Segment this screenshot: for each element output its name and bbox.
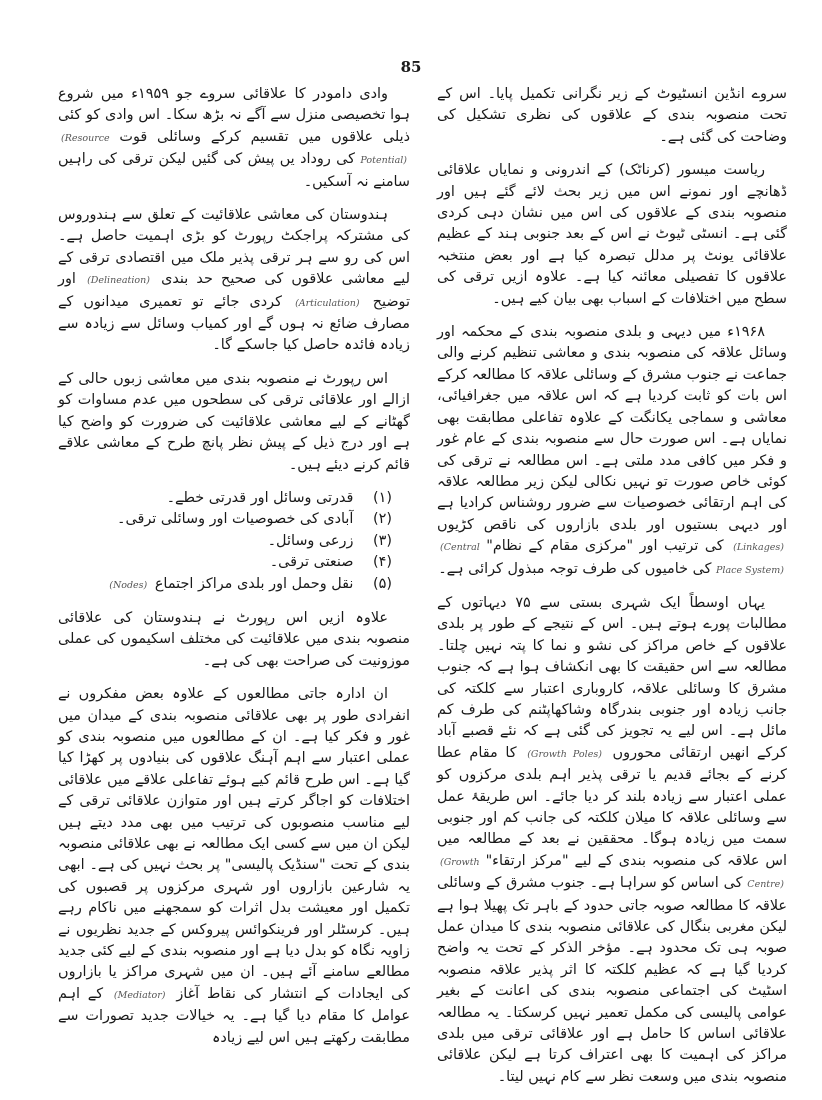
paragraph-text: کے اہم عوامل کا مقام دیا گیا ہے۔ یہ خیالات جدید تصورات سے مطابقت رکھتے ہیں اس لیے زیادہ	[58, 985, 410, 1046]
list-text: نقل وحمل اور بلدی مراکز اجتماع	[154, 575, 354, 592]
english-gloss: (Nodes)	[109, 579, 148, 591]
english-gloss: (Mediator)	[113, 989, 166, 1001]
page-number: 85	[400, 58, 422, 76]
paragraph-text: کی خامیوں کی طرف توجہ مبذول کرائی ہے۔	[438, 560, 712, 577]
paragraph-text: اور توضیح	[58, 271, 410, 310]
list-item	[58, 509, 392, 530]
list-item	[58, 531, 392, 552]
paragraph-text: ۱۹۶۸ء میں دیہی و بلدی منصوبہ بندی کے محکمہ اور وسائل علاقہ کی منصوبہ بندی و معاشی تنظیم کرنے والی جماعت نے جنوب مشرق کے وسائلی علاقہ کا مطالعہ کرکے اس بات کو ثابت کردیا ہے کہ اس علاقہ میں جغرافیائی، معاشی و سماجی یکانگت کے علاوہ تفاعلی مطابقت بھی نمایاں ہے۔ اس صورت حال سے منصوبہ بندی کے عام غور و فکر میں کافی مدد ملتی ہے۔ اس مطالعہ نے ترقی کی کوئی خاص صورت تو نہیں نکالی لیکن زیر مطالعہ علاقہ کی اہم ارتقائی خصوصیات سے ضرور روشناس کرادیا ہے اور دیہی بستیوں اور بلدی بازاروں کی ناقص کڑیوں	[437, 324, 787, 533]
list-number: (۲)	[373, 511, 392, 528]
right-column	[437, 84, 787, 1100]
english-gloss: (Growth Centre)	[440, 856, 784, 891]
paragraph	[437, 84, 787, 148]
english-gloss: (Linkages)	[733, 542, 785, 554]
paragraph	[58, 205, 410, 357]
list-item	[58, 574, 392, 596]
english-gloss: (Resource Potential)	[61, 132, 407, 167]
list-text: قدرتی وسائل اور قدرتی خطے۔	[166, 489, 354, 506]
paragraph-text: ریاست میسور (کرناٹک) کے اندرونی و نمایاں علاقائی ڈھانچے اور نمونے اس میں زیر بحث لائے گئے ہیں اور منصوبہ بندی کے علاقوں کی اس میں نشان دہی کردی گئی ہے۔ انسٹی ٹیوٹ نے اس کے بعد جنوبی ہند کے عظیم علاقائی یونٹ پر مدلل تبصرہ کیا ہے اور بعض منتخبہ علاقوں کا تفصیلی معائنہ کیا ہے۔ علاوہ ازیں ترقی کی سطح میں اختلافات کے اسباب بھی بیان کیے ہیں۔	[437, 162, 787, 307]
paragraph	[437, 322, 787, 581]
list-number: (۵)	[373, 575, 392, 592]
list-number: (۳)	[373, 532, 392, 549]
paragraph-text: سروے انڈین انسٹیوٹ کے زیر نگرانی تکمیل پایا۔ اس کے تحت منصوبہ بندی کے علاقوں کی نظری تشکیل کی وضاحت کی گئی ہے۔	[437, 86, 787, 145]
english-gloss: (Articulation)	[295, 297, 360, 309]
list-item	[58, 552, 392, 573]
paragraph-text: علاوہ ازیں اس رپورٹ نے ہندوستان کی علاقائی منصوبہ بندی میں علاقائیت کی مختلف اسکیموں کی عملی موزونیت کی صراحت بھی کی ہے۔	[58, 609, 410, 669]
paragraph-text: کی روداد یں پیش کی گئیں لیکن ترقی کی راہیں سامنے نہ آسکیں۔	[58, 151, 410, 190]
left-column	[58, 84, 410, 1061]
paragraph-text: اس رپورٹ نے منصوبہ بندی میں معاشی زبوں حالی کے ازالے اور علاقائی ترقی کی سطحوں میں عدم مساوات کو گھٹانے کے لیے معاشی علاقائیت کی ضرورت کو واضح کیا ہے اور درج ذیل کے پیش نظر پانچ طرح کے معاشی علاقے قائم کرنے دیئے ہیں۔	[58, 370, 410, 473]
paragraph-text: ان ادارہ جاتی مطالعوں کے علاوہ بعض مفکروں نے انفرادی طور پر بھی علاقائی منصوبہ بندی کے میدان میں غور و فکر کیا ہے۔ ان کے مطالعوں میں منصوبہ بندی کو عملی اعتبار سے اہم آہنگ علاقوں کی بنیادوں پر کھڑا کیا گیا ہے۔ اس طرح قائم کیے ہوئے تفاعلی علاقے میں علاقائی اختلافات کو اجاگر کرتے ہیں اور متوازن علاقائی ترقی کے لیے مناسب منصوبوں کی ترتیب میں بھی مدد دیتے ہیں لیکن ان میں سے کسی ایک مطالعہ نے بھی علاقائی منصوبہ بندی کے تحت "سنڈیک پالیسی" پر بحث نہیں کی ہے۔ ابھی یہ شارعین بازاروں اور شہری مرکزوں پر قصبوں کی تکمیل اور معیشت بدل اثرات کو سمجھنے میں ناکام رہے ہیں۔ کرسٹلر اور فرینکوائس پیروکس کے جدید نظریوں نے زاویہ نگاہ کو بدل دیا ہے اور منصوبہ بندی کے لیے کئی جدید مطالعے سامنے آئے ہیں۔ ان میں شہری مراکز یا بازاروں کی ایجادات کے انتشار کی نقاط آغاز	[58, 686, 411, 1002]
paragraph	[437, 593, 787, 1088]
paragraph-text: کی اساس کو سراہا ہے۔ جنوب مشرق کے وسائلی علاقہ کا مطالعہ صوبہ جاتی حدود کے باہر تک پھیلا ہوا ہے لیکن مغربی بنگال کی علاقائی منصوبہ بندی کا میدان عمل صوبہ ہی تک محدود ہے۔ مؤخر الذکر کے تحت یہ واضح کردیا گیا ہے کہ عظیم کلکتہ کا اثر پذیر علاقہ منصوبہ اسٹیٹ کی اجتماعی منصوبہ بندی کی اعانت کے بغیر عوامی پالیسی کی مکمل تعمیر نہیں کرسکتا۔ یہ مطالعہ علاقائی اساس کا حامل ہے اور علاقائی ترقی میں بلدی مراکز کی اہمیت کا بھی اعتراف کرتا ہے لیکن علاقائی منصوبہ بندی میں وسعت نظر سے کام نہیں لیتا۔	[437, 875, 787, 1085]
english-gloss: (Growth Poles)	[527, 748, 602, 760]
paragraph	[58, 369, 410, 476]
list-text: صنعتی ترقی۔	[269, 554, 354, 571]
paragraph-text: کردی جائے تو تعمیری میدانوں کے مصارف ضائع نہ ہوں گے اور کمیاب وسائل سے زیادہ سے زیادہ فائدہ حاصل کیا جاسکے گا۔	[58, 293, 410, 354]
paragraph-text: کا مقام عطا کرنے کے بجائے قدیم یا ترقی پذیر اہم بلدی مرکزوں کو عملی اعتبار سے زیادہ بلند کر دیا جائے۔ اس طریقۂ عمل سے وسائلی علاقہ کا میلان کلکتہ کی جانب کم اور جنوبی سمت میں زیادہ ہوگا۔ محققین نے بعد کے مطالعہ میں اس علاقہ کی منصوبہ بندی کے لیے "مرکز ارتقاء"	[437, 744, 787, 869]
list-text: آبادی کی خصوصیات اور وسائلی ترقی۔	[117, 511, 354, 528]
list-number: (۱)	[373, 489, 392, 506]
paragraph-text: ہندوستان کی معاشی علاقائیت کے تعلق سے ہندوروس کی مشترکہ پراجکٹ رپورٹ کو بڑی اہمیت حاصل ہے۔ اس کی رو سے ہر ترقی پذیر ملک میں اقتصادی ترقی کے لیے معاشی علاقوں کی صحیح حد بندی	[58, 207, 410, 288]
list-number: (۴)	[373, 554, 392, 571]
paragraph	[58, 84, 410, 193]
paragraph-text: وادی دامودر کا علاقائی سروے جو ۱۹۵۹ء میں شروع ہوا تخصیصی منزل سے آگے نہ بڑھ سکا۔ اس وادی کو کئی ذیلی علاقوں میں تقسیم کرکے وسائلی قوت	[58, 86, 411, 145]
paragraph	[437, 160, 787, 310]
list-item	[58, 488, 392, 509]
paragraph	[58, 608, 410, 672]
paragraph-text: کی ترتیب اور "مرکزی مقام کے نظام"	[486, 538, 724, 555]
english-gloss: (Delineation)	[87, 275, 150, 287]
paragraph	[58, 684, 410, 1049]
list-text: زرعی وسائل۔	[267, 532, 354, 549]
english-gloss: (Central Place System)	[440, 542, 784, 576]
paragraph-text: یہاں اوسطاً ایک شہری بستی سے ۷۵ دیہاتوں کے مطالبات پورے ہوتے ہیں۔ اس کے نتیجے کے طور پر بلدی علاقوں کے خاص مراکز کی نشو و نما کا پتہ نہیں چلتا۔ مطالعہ سے اس حقیقت کا بھی انکشاف ہوا ہے کہ جنوب مشرق کا وسائلی علاقہ، کاروباری اعتبار سے کلکتہ کی جانب زیادہ اور جنوبی بندرگاہ وشاکھاپٹنم کی طرف کم مائل ہے۔ اس لیے یہ تجویز کی گئی ہے کہ نئے قصبے آباد کرکے انھیں ارتقائی محوروں	[437, 594, 787, 761]
numbered-list	[58, 488, 410, 596]
